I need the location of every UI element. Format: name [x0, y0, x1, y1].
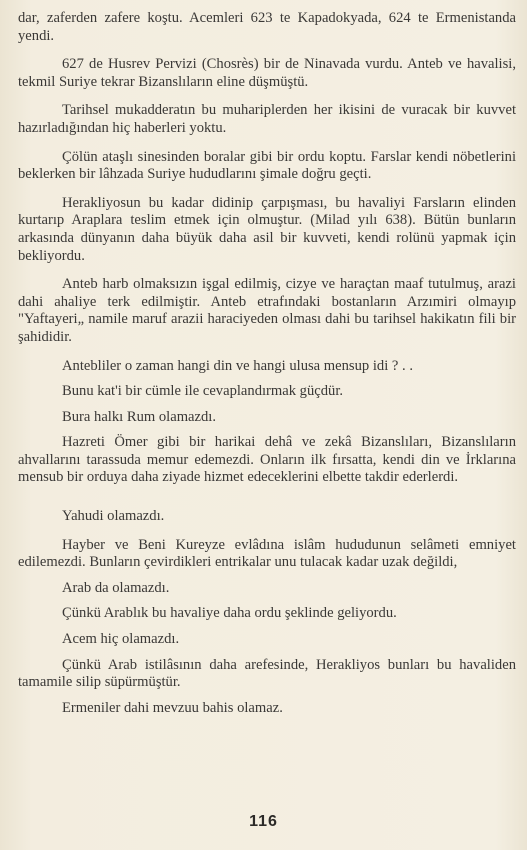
paragraph-10: Hazreti Ömer gibi bir harikai dehâ ve zekâ Bizanslıları, Bizanslıların ahvallarını tarassuda memur edemezdi. Onların ilk fırsatta, kendi din ve İrklarına mensub bir orduya daha ziyade hizmet edeceklerini elbette takdir ederlerdi.	[18, 434, 516, 486]
body-text	[18, 10, 516, 717]
paragraph-16: Çünkü Arab istilâsının daha arefesinde, Herakliyos bunları bu havaliden tamamile silip süpürmüştür.	[18, 656, 516, 691]
paragraph-11: Yahudi olamazdı.	[62, 508, 165, 525]
paragraph-4: Çölün ataşlı sinesinden boralar gibi bir ordu koptu. Farslar kendi nöbetlerini beklerken bir lâhzada Suriye hududlarını şimale doğru geçti.	[18, 148, 516, 183]
paragraph-17: Ermeniler dahi mevzuu bahis olamaz.	[62, 699, 283, 716]
paragraph-13: Arab da olamazdı.	[62, 579, 170, 596]
paragraph-3: Tarihsel mukadderatın bu muhariplerden her ikisini de vuracak bir kuvvet hazırladığından hiç haberleri yoktu.	[18, 102, 516, 136]
paragraph-12: Hayber ve Beni Kureyze evlâdına islâm hududunun selâmeti emniyet edilemezdi. Bunların çevirdikleri entrikalar unu tulacak kadar uzak değildi,	[18, 536, 516, 571]
paragraph-2: 627 de Husrev Pervizi (Chosrès) bir de Ninavada vurdu. Anteb ve havalisi, tekmil Suriye tekrar Bizanslıların eline düşmüştü.	[18, 56, 516, 90]
paragraph-9: Bura halkı Rum olamazdı.	[62, 408, 217, 425]
paragraph-5: Herakliyosun bu kadar didinip çarpışması, bu havaliyi Farsların elinden kurtarıp Araplara teslim etmek için olmuştur. (Milad yılı 638). Bütün bunların arkasında dünyanın daha büyük daha asil bir kuvveti, kendi rolünü yapmak için bekliyordu.	[18, 194, 516, 264]
paragraph-1: dar, zaferden zafere koştu. Acemleri 623 te Kapadokyada, 624 te Ermenistanda yendi.	[18, 10, 516, 44]
paragraph-7: Antebliler o zaman hangi din ve hangi ulusa mensup idi ? . .	[62, 357, 413, 374]
paragraph-15: Acem hiç olamazdı.	[62, 631, 180, 648]
paragraph-14: Çünkü Arablık bu havaliye daha ordu şeklinde geliyordu.	[62, 605, 397, 622]
page-number: 116	[249, 813, 278, 830]
paragraph-6: Anteb harb olmaksızın işgal edilmiş, cizye ve haraçtan maaf tutulmuş, arazi dahi ahaliye terk edilmiştir. Anteb etrafındaki bostanların Arzımiri olmayıp "Yaftayeri„ namile maruf arazii haraciyeden olması dahi bu tarihsel hakikatın fili bir şahididir.	[18, 276, 516, 345]
paragraph-8: Bunu kat'i bir cümle ile cevaplandırmak güçdür.	[62, 383, 344, 400]
